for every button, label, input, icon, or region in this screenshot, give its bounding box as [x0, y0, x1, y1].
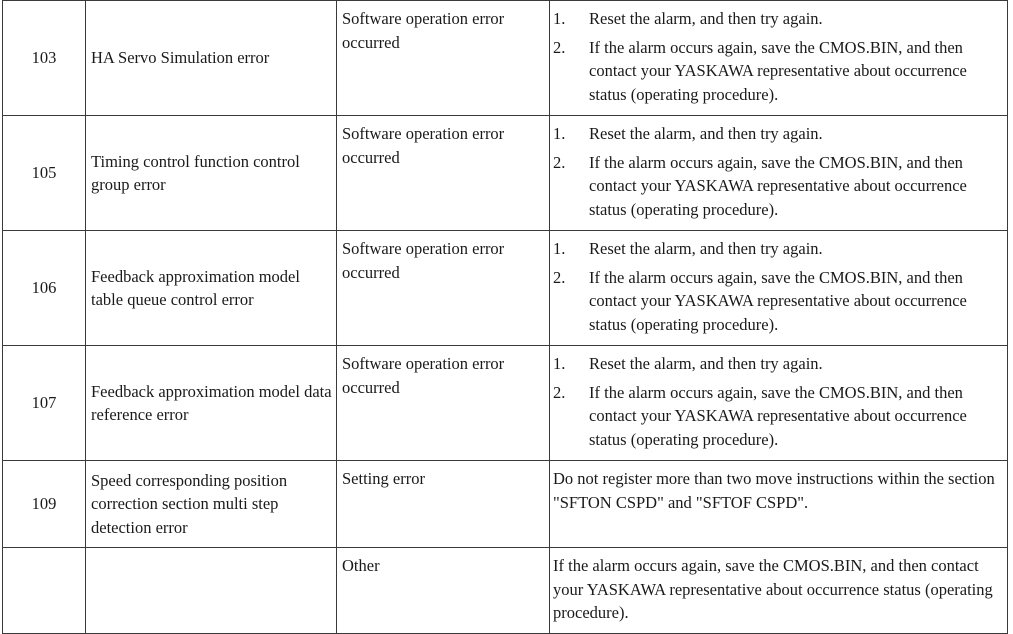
remedy-step — [553, 151, 1003, 222]
step-number: 1. — [553, 239, 566, 258]
step-text: If the alarm occurs again, save the CMOS.BIN, and then contact your YASKAWA representative about occurrence status (operating procedure). — [589, 37, 967, 104]
alarm-cause: Software operation error occurred — [337, 231, 550, 346]
alarm-name: Feedback approximation model table queue control error — [86, 231, 337, 346]
alarm-name: Timing control function control group error — [86, 116, 337, 231]
step-text: If the alarm occurs again, save the CMOS.BIN, and then contact your YASKAWA representative about occurrence status (operating procedure). — [589, 267, 967, 334]
alarm-cause: Other — [337, 548, 550, 634]
step-text: Reset the alarm, and then try again. — [589, 124, 823, 143]
remedy-text: Do not register more than two move instructions within the section "SFTON CSPD" and "SFTOF CSPD". — [553, 469, 995, 512]
alarm-cause: Setting error — [337, 461, 550, 548]
step-text: If the alarm occurs again, save the CMOS.BIN, and then contact your YASKAWA representative about occurrence status (operating procedure). — [589, 382, 967, 449]
step-number: 2. — [553, 382, 566, 402]
alarm-remedy — [550, 116, 1008, 231]
step-number: 1. — [553, 124, 566, 143]
alarm-cause: Software operation error occurred — [337, 116, 550, 231]
table-row — [3, 346, 1008, 461]
alarm-code — [3, 548, 86, 634]
alarm-table — [2, 0, 1008, 634]
table-row — [3, 461, 1008, 548]
alarm-name — [86, 548, 337, 634]
step-number: 1. — [553, 354, 566, 373]
remedy-step — [553, 122, 1003, 146]
alarm-remedy — [550, 346, 1008, 461]
step-number: 1. — [553, 9, 566, 28]
alarm-cause: Software operation error occurred — [337, 1, 550, 116]
alarm-remedy — [550, 548, 1008, 634]
remedy-step — [553, 36, 1003, 107]
alarm-name: Speed corresponding position correction section multi step detection error — [86, 461, 337, 548]
step-text: Reset the alarm, and then try again. — [589, 354, 823, 373]
remedy-step — [553, 352, 1003, 376]
alarm-remedy — [550, 231, 1008, 346]
alarm-code: 107 — [3, 346, 86, 461]
alarm-code: 106 — [3, 231, 86, 346]
remedy-step — [553, 266, 1003, 337]
step-text: Reset the alarm, and then try again. — [589, 9, 823, 28]
table-row — [3, 548, 1008, 634]
remedy-step — [553, 237, 1003, 261]
table-row — [3, 116, 1008, 231]
remedy-step — [553, 381, 1003, 452]
step-number: 2. — [553, 152, 566, 172]
remedy-text: If the alarm occurs again, save the CMOS.BIN, and then contact your YASKAWA representative about occurrence status (operating procedure). — [553, 556, 993, 622]
step-text: If the alarm occurs again, save the CMOS.BIN, and then contact your YASKAWA representative about occurrence status (operating procedure). — [589, 152, 967, 219]
table-row — [3, 1, 1008, 116]
step-text: Reset the alarm, and then try again. — [589, 239, 823, 258]
alarm-remedy — [550, 1, 1008, 116]
alarm-cause: Software operation error occurred — [337, 346, 550, 461]
remedy-step — [553, 7, 1003, 31]
table-row — [3, 231, 1008, 346]
alarm-name: HA Servo Simulation error — [86, 1, 337, 116]
alarm-code: 109 — [3, 461, 86, 548]
alarm-code: 105 — [3, 116, 86, 231]
step-number: 2. — [553, 37, 566, 57]
alarm-remedy — [550, 461, 1008, 548]
alarm-code: 103 — [3, 1, 86, 116]
alarm-name: Feedback approximation model data reference error — [86, 346, 337, 461]
step-number: 2. — [553, 267, 566, 287]
